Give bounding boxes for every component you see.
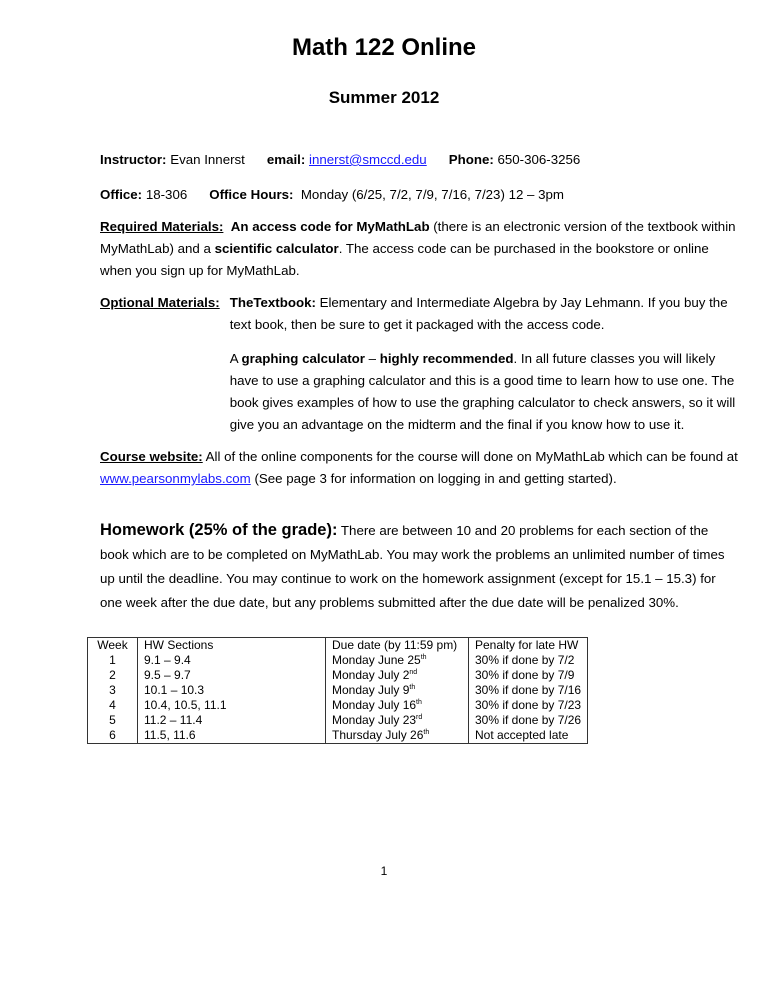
ordinal-suffix: th xyxy=(409,684,416,691)
due-cell xyxy=(326,653,469,668)
penalty-cell: 30% if done by 7/23 xyxy=(469,698,588,713)
penalty-cell: 30% if done by 7/26 xyxy=(469,713,588,728)
homework-heading: Homework (25% of the grade): xyxy=(100,521,338,539)
sections-cell: 10.1 – 10.3 xyxy=(138,683,326,698)
table-row xyxy=(88,683,588,698)
penalty-cell: 30% if done by 7/2 xyxy=(469,653,588,668)
email-line xyxy=(267,152,427,167)
highly-recommended-text: highly recommended xyxy=(379,351,514,366)
email-link[interactable]: innerst@smccd.edu xyxy=(309,152,427,167)
text: All of the online components for the course will done on MyMathLab which can be found at xyxy=(202,449,738,464)
ordinal-suffix: nd xyxy=(409,669,418,676)
office-row xyxy=(100,187,738,202)
text: A xyxy=(229,351,242,366)
week-cell: 4 xyxy=(88,698,138,713)
required-materials-label: Required Materials: xyxy=(100,219,224,234)
graphing-calculator-paragraph xyxy=(230,348,738,436)
document-subtitle: Summer 2012 xyxy=(328,88,440,107)
ordinal-suffix: th xyxy=(416,699,422,706)
instructor-label: Instructor: xyxy=(100,152,167,167)
office-label: Office: xyxy=(100,187,143,202)
header-penalty: Penalty for late HW xyxy=(469,638,588,654)
ordinal-suffix: rd xyxy=(416,714,423,721)
table-row xyxy=(88,728,588,744)
sections-cell: 9.5 – 9.7 xyxy=(138,668,326,683)
due-cell xyxy=(326,668,469,683)
office-hours-label: Office Hours: xyxy=(209,187,294,202)
due-cell xyxy=(326,698,469,713)
text: – xyxy=(364,351,380,366)
optional-textbook xyxy=(230,292,738,336)
header-sections: HW Sections xyxy=(138,638,326,654)
due-date: Monday July 23 xyxy=(332,713,417,727)
table-header-row xyxy=(88,638,588,654)
text: (See page 3 for information on logging in and getting started). xyxy=(250,471,617,486)
text: . In all future classes you will likely have to use a graphing calculator and this is a good time to learn how to use one. The book gives examples of how to use the graphing calculator to check answers, so it will give you an advantage on the midterm and the final if you know how to use it. xyxy=(229,351,736,432)
due-date: Monday July 16 xyxy=(332,698,417,712)
table-row xyxy=(88,653,588,668)
website-link[interactable]: www.pearsonmylabs.com xyxy=(100,471,251,486)
office-line xyxy=(100,187,187,202)
office-room: 18-306 xyxy=(145,187,188,202)
required-text: (there is an electronic version of the textbook within MyMathLab) and a xyxy=(100,219,736,256)
optional-materials xyxy=(100,292,738,436)
table-row xyxy=(88,713,588,728)
phone-line xyxy=(449,152,581,167)
calculator-text: scientific calculator xyxy=(214,241,339,256)
penalty-cell: 30% if done by 7/9 xyxy=(469,668,588,683)
week-cell: 5 xyxy=(88,713,138,728)
due-cell xyxy=(326,728,469,744)
table-row xyxy=(88,668,588,683)
required-text-2: . The access code can be purchased in the bookstore or online when you sign up for MyMathLab. xyxy=(100,241,709,278)
page-number: 1 xyxy=(380,864,388,878)
access-code-text: An access code for MyMathLab xyxy=(230,219,430,234)
document-title: Math 122 Online xyxy=(291,34,477,61)
homework-text: There are between 10 and 20 problems for each section of the book which are to be completed on MyMathLab. You may work the problems an unlimited number of times up until the deadline. You may continue to work on the homework assignment (except for 15.1 – 15.3) for one week after the due date, but any problems submitted after the due date will be penalized 30%. xyxy=(100,523,725,610)
header-week: Week xyxy=(88,638,138,654)
homework-section xyxy=(100,518,738,615)
due-cell xyxy=(326,683,469,698)
sections-cell: 11.5, 11.6 xyxy=(138,728,326,744)
penalty-cell: Not accepted late xyxy=(469,728,588,744)
textbook-text: Elementary and Intermediate Algebra by Jay Lehmann. If you buy the text book, then be sure to get it packaged with the access code. xyxy=(229,295,728,332)
penalty-cell: 30% if done by 7/16 xyxy=(469,683,588,698)
contact-row xyxy=(100,152,738,167)
sections-cell: 9.1 – 9.4 xyxy=(138,653,326,668)
due-date: Monday June 25 xyxy=(332,653,421,667)
required-materials xyxy=(100,216,738,282)
week-cell: 2 xyxy=(88,668,138,683)
table-row xyxy=(88,698,588,713)
course-website-label: Course website: xyxy=(100,449,203,464)
instructor-line xyxy=(100,152,245,167)
email-label: email: xyxy=(266,152,306,167)
ordinal-suffix: th xyxy=(423,729,430,736)
due-date: Monday July 2 xyxy=(332,668,410,682)
graphing-calculator-text: graphing calculator xyxy=(241,351,365,366)
week-cell: 1 xyxy=(88,653,138,668)
office-hours-line xyxy=(209,187,564,202)
sections-cell: 10.4, 10.5, 11.1 xyxy=(138,698,326,713)
header-due: Due date (by 11:59 pm) xyxy=(326,638,469,654)
homework-schedule-table xyxy=(87,637,588,744)
office-hours: Monday (6/25, 7/2, 7/9, 7/16, 7/23) 12 – 3pm xyxy=(300,187,565,202)
textbook-label: TheTextbook: xyxy=(229,295,316,310)
course-website xyxy=(100,446,738,490)
phone-number: 650-306-3256 xyxy=(497,152,581,167)
sections-cell: 11.2 – 11.4 xyxy=(138,713,326,728)
due-date: Monday July 9 xyxy=(332,683,410,697)
week-cell: 3 xyxy=(88,683,138,698)
instructor-name: Evan Innerst xyxy=(170,152,245,167)
due-cell xyxy=(326,713,469,728)
optional-materials-label: Optional Materials: xyxy=(100,295,220,310)
due-date: Thursday July 26 xyxy=(332,728,424,742)
ordinal-suffix: th xyxy=(420,654,427,661)
week-cell: 6 xyxy=(88,728,138,744)
phone-label: Phone: xyxy=(448,152,494,167)
